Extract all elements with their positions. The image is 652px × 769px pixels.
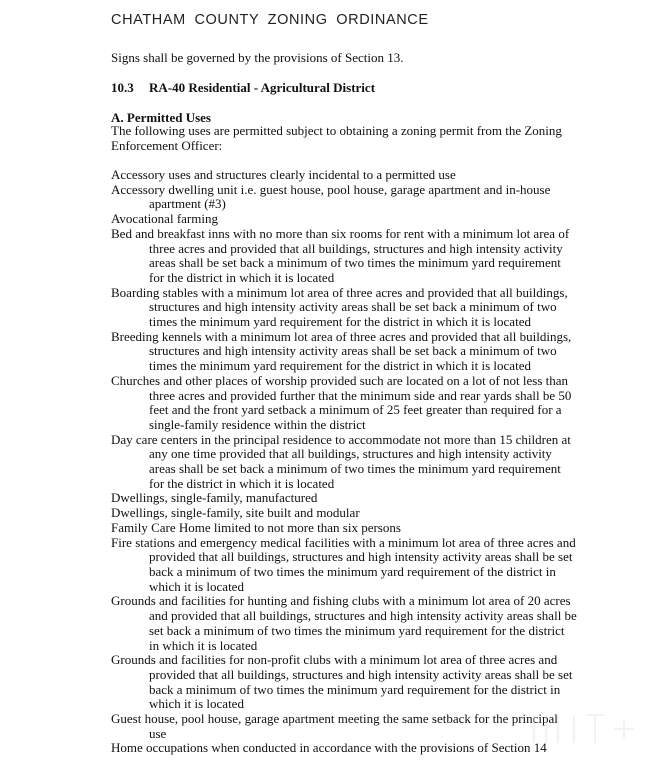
list-item: Boarding stables with a minimum lot area of three acres and provided that all buildings, structures and high intensity activity areas shall be set back a minimum of two times the minimum yard requirement for the district in which it is located xyxy=(111,284,568,330)
permitted-uses-heading: A. Permitted Uses xyxy=(111,110,211,125)
permitted-uses-list xyxy=(111,168,577,756)
list-item: Bed and breakfast inns with no more than six rooms for rent with a minimum lot area of three acres and provided that all buildings, structures and high intensity activity areas shall be set back a minimum of two times the minimum yard requirement for the district in which it is located xyxy=(111,225,570,285)
list-item: Grounds and facilities for non-profit clubs with a minimum lot area of three acres and provided that all buildings, structures and high intensity activity areas shall be set back a minimum of two times the minimum yard requirement for the district in which it is located xyxy=(111,652,573,712)
running-header: CHATHAM COUNTY ZONING ORDINANCE xyxy=(111,12,429,28)
section-number: 10.3 xyxy=(111,80,134,95)
list-item: Avocational farming xyxy=(111,211,218,227)
list-item: Accessory uses and structures clearly incidental to a permitted use xyxy=(111,167,456,182)
list-item: Dwellings, single-family, site built and modular xyxy=(111,505,360,521)
list-item: Dwellings, single-family, manufactured xyxy=(111,490,318,506)
list-item: Grounds and facilities for hunting and fishing clubs with a minimum lot area of 20 acres and provided that all buildings, structures and high intensity activity areas shall be set back a minimum of two times the minimum yard requirement for the district in which it is located xyxy=(111,593,577,653)
list-item: Fire stations and emergency medical facilities with a minimum lot area of three acres and provided that all buildings, structures and high intensity activity areas shall be set back a minimum of two times the minimum yard requirement of the district in which it is located xyxy=(111,534,576,594)
section-title: RA-40 Residential - Agricultural District xyxy=(149,80,376,95)
watermark-graphic xyxy=(524,709,644,749)
list-item: Churches and other places of worship provided such are located on a lot of not less than three acres and provided further that the minimum side and rear yards shall be 50 feet and the front yard setback a minimum of 25 feet greater than required for a single-family residence within the district xyxy=(111,372,572,432)
list-item: Day care centers in the principal residence to accommodate not more than 15 children at any one time provided that all buildings, structures and high intensity activity areas shall be set back a minimum of two times the minimum yard requirement for the district in which it is located xyxy=(111,431,571,491)
list-item: Accessory dwelling unit i.e. guest house, pool house, garage apartment and in-house apartment (#3) xyxy=(111,181,551,212)
list-item: Home occupations when conducted in accordance with the provisions of Section 14 xyxy=(111,740,547,756)
section-heading xyxy=(111,80,375,96)
list-item: Family Care Home limited to not more than six persons xyxy=(111,519,401,535)
list-item: Breeding kennels with a minimum lot area of three acres and provided that all buildings, structures and high intensity activity areas shall be set back a minimum of two times the minimum yard requirement for the district in which it is located xyxy=(111,328,572,374)
permitted-uses-intro: The following uses are permitted subject to obtaining a zoning permit from the Zoning Enforcement Officer: xyxy=(111,123,562,153)
list-item: Guest house, pool house, garage apartment meeting the same setback for the principal use xyxy=(111,711,558,741)
signs-provision-text: Signs shall be governed by the provisions of Section 13. xyxy=(111,50,404,65)
